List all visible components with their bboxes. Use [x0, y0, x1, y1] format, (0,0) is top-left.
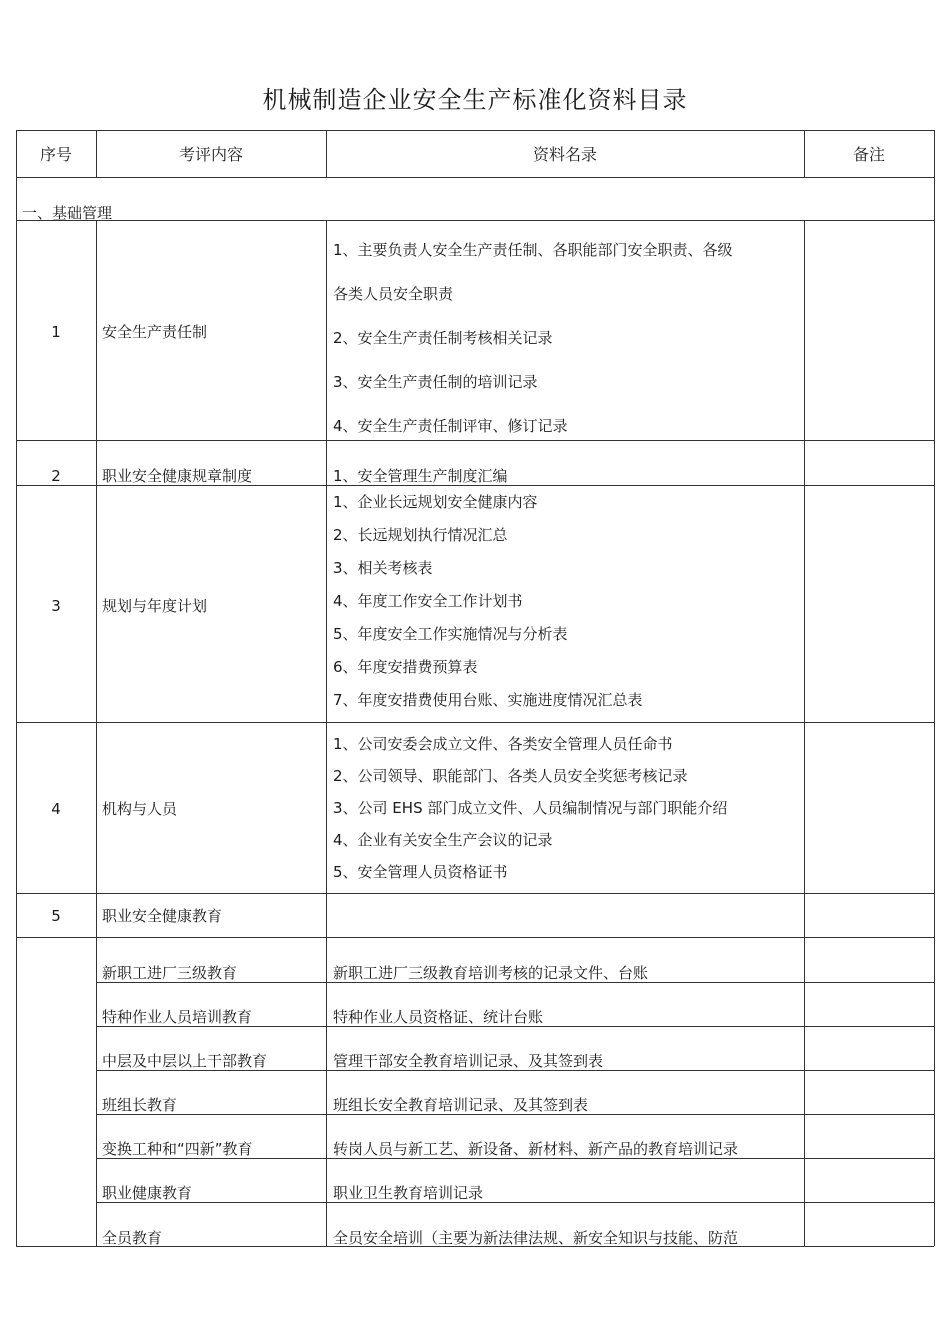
- subrow-content: 职业健康教育: [102, 1184, 193, 1202]
- table-border: [16, 722, 934, 723]
- table-border: [326, 220, 327, 1246]
- row-material-line: 3、安全生产责任制的培训记录: [333, 373, 538, 391]
- subrow-material: 职业卫生教育培训记录: [333, 1184, 484, 1202]
- row-seq: 1: [51, 323, 61, 341]
- row-material-line: 1、企业长远规划安全健康内容: [333, 493, 538, 511]
- header-seq: 序号: [39, 145, 72, 164]
- row-material-line: 2、安全生产责任制考核相关记录: [333, 329, 553, 347]
- subrow-content: 中层及中层以上干部教育: [102, 1052, 268, 1070]
- table-border: [16, 130, 934, 131]
- row-material-line: 3、公司 EHS 部门成立文件、人员编制情况与部门职能介绍: [333, 799, 728, 817]
- subrow-material: 特种作业人员资格证、统计台账: [333, 1008, 544, 1026]
- row-content: 安全生产责任制: [102, 323, 208, 341]
- table-border: [16, 440, 934, 441]
- row-content: 职业安全健康规章制度: [102, 467, 253, 485]
- subrow-content: 班组长教育: [102, 1096, 178, 1114]
- header-remarks: 备注: [852, 145, 885, 164]
- row-material-line: 5、安全管理人员资格证书: [333, 863, 508, 881]
- table-border: [804, 220, 805, 1246]
- subrow-content: 全员教育: [102, 1229, 163, 1247]
- row-material-line: 3、相关考核表: [333, 559, 433, 577]
- row-seq: 5: [51, 907, 61, 925]
- subrow-content: 变换工种和“四新”教育: [102, 1140, 253, 1158]
- row-material-line: 各类人员安全职责: [333, 285, 454, 303]
- row-seq: 4: [51, 800, 61, 818]
- row-content: 规划与年度计划: [102, 597, 208, 615]
- table-border: [16, 220, 934, 221]
- row-material-line: 2、公司领导、职能部门、各类人员安全奖惩考核记录: [333, 767, 688, 785]
- table-border: [16, 937, 934, 938]
- row-material-line: 5、年度安全工作实施情况与分析表: [333, 625, 568, 643]
- table-border: [16, 130, 17, 1246]
- subrow-material: 全员安全培训（主要为新法律法规、新安全知识与技能、防范: [333, 1229, 739, 1247]
- row-material-line: 1、公司安委会成立文件、各类安全管理人员任命书: [333, 735, 673, 753]
- subrow-content: 特种作业人员培训教育: [102, 1008, 253, 1026]
- subrow-material: 新职工进厂三级教育培训考核的记录文件、台账: [333, 964, 649, 982]
- row-material-line: 2、长远规划执行情况汇总: [333, 526, 508, 544]
- row-material-line: 1、主要负责人安全生产责任制、各职能部门安全职责、各级: [333, 241, 733, 259]
- row-material-line: 4、年度工作安全工作计划书: [333, 592, 523, 610]
- row-material-line: 7、年度安措费使用台账、实施进度情况汇总表: [333, 691, 643, 709]
- section-title: 一、基础管理: [22, 204, 113, 222]
- subrow-material: 管理干部安全教育培训记录、及其签到表: [333, 1052, 604, 1070]
- table-border: [96, 1202, 934, 1203]
- row-material-line: 6、年度安措费预算表: [333, 658, 478, 676]
- header-materials: 资料名录: [532, 145, 597, 164]
- row-seq: 3: [51, 597, 61, 615]
- row-material-line: 4、安全生产责任制评审、修订记录: [333, 417, 568, 435]
- page-title: 机械制造企业安全生产标准化资料目录: [262, 86, 688, 114]
- row-content: 机构与人员: [102, 800, 178, 818]
- subrow-material: 班组长安全教育培训记录、及其签到表: [333, 1096, 589, 1114]
- subrow-content: 新职工进厂三级教育: [102, 964, 238, 982]
- table-border: [934, 130, 935, 1246]
- table-border: [96, 220, 97, 1246]
- row-seq: 2: [51, 467, 61, 485]
- row-material-line: 4、企业有关安全生产会议的记录: [333, 831, 553, 849]
- table-border: [16, 893, 934, 894]
- header-content: 考评内容: [178, 145, 243, 164]
- row-material-line: 1、安全管理生产制度汇编: [333, 467, 508, 485]
- subrow-material: 转岗人员与新工艺、新设备、新材料、新产品的教育培训记录: [333, 1140, 739, 1158]
- row-content: 职业安全健康教育: [102, 907, 223, 925]
- table-border: [16, 177, 934, 178]
